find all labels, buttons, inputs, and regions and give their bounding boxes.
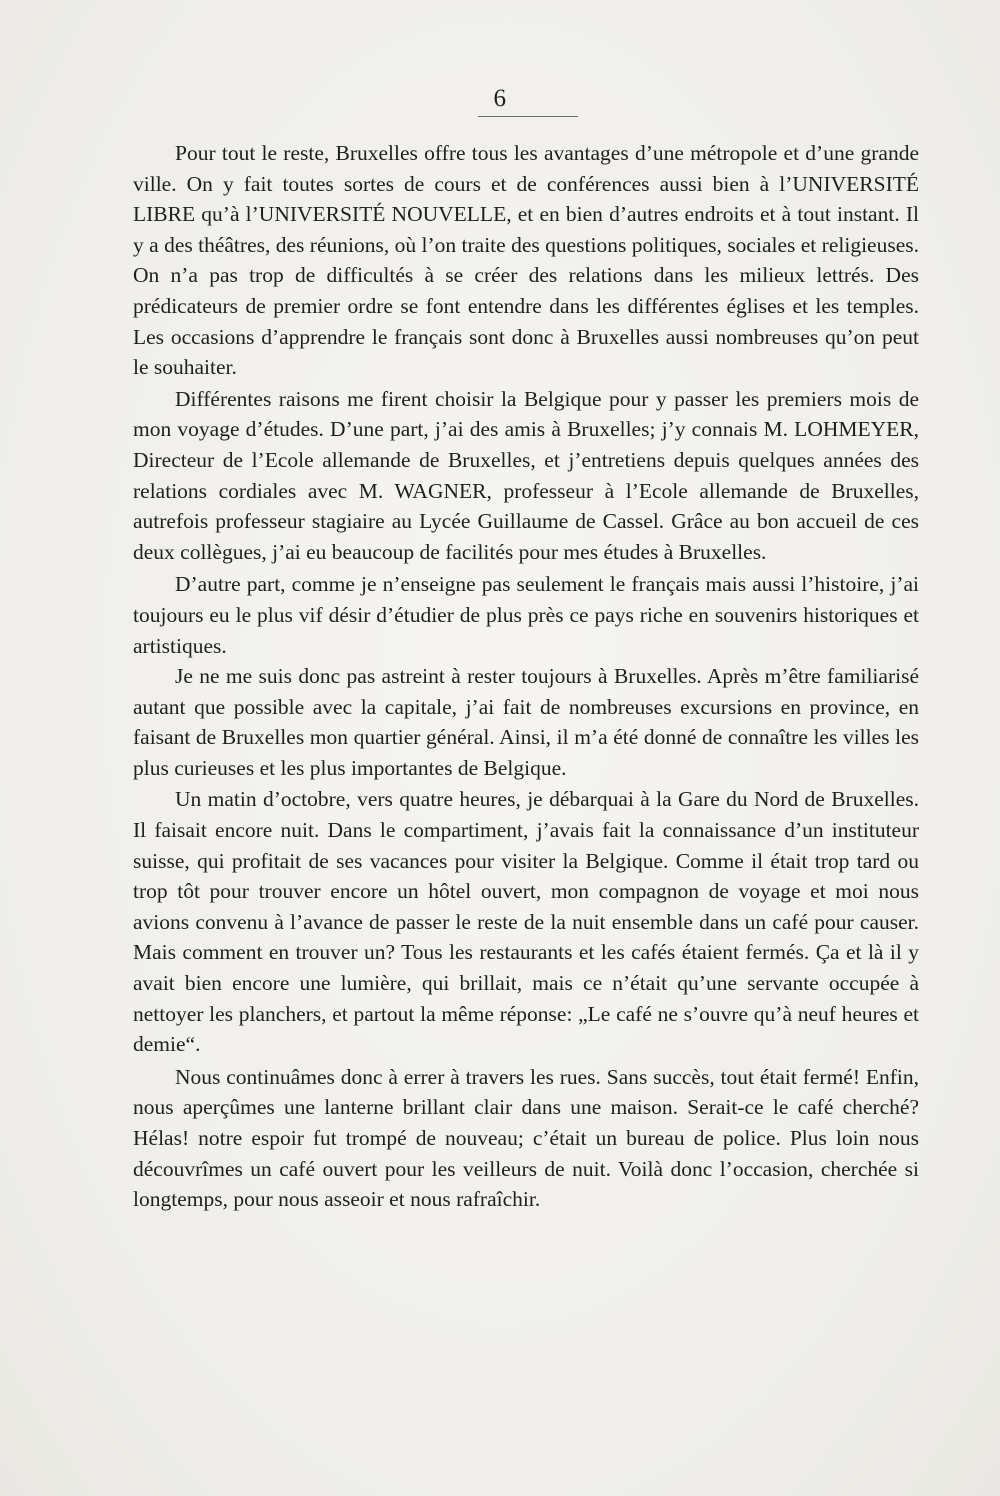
paragraph-3: D’autre part, comme je n’enseigne pas seulement le français mais aussi l’histoire, j’ai toujours eu le plus vif désir d’étudier de plus près ce pays riche en souvenirs historiques et artistiques.	[133, 572, 919, 658]
paragraph-4: Je ne me suis donc pas astreint à rester toujours à Bruxelles. Après m’être familiarisé autant que possible avec la capitale, j’ai fait de nombreuses excursions en province, en faisant de Bruxelles mon quartier général. Ainsi, il m’a été donné de connaître les villes les plus curieuses et les plus importantes de Belgique.	[133, 664, 919, 780]
paragraph-6: Nous continuâmes donc à errer à travers les rues. Sans succès, tout était fermé! Enfin, nous aperçûmes une lanterne brillant clair dans une maison. Serait-ce le café cherché? Hélas! notre espoir fut trompé de nouveau; c’était un bureau de police. Plus loin nous découvrîmes un café ouvert pour les veilleurs de nuit. Voilà donc l’occasion, cherchée si longtemps, pour nous asseoir et nous rafraîchir.	[133, 1064, 919, 1212]
paragraph-5: Un matin d’octobre, vers quatre heures, je débarquai à la Gare du Nord de Bruxelles. Il faisait encore nuit. Dans le compartiment, j’avais fait la connaissance d’un instituteur suisse, qui profitait de ses vacances pour visiter la Belgique. Comme il était trop tard ou trop tôt pour trouver encore un hôtel ouvert, mon compagnon de voyage et moi nous avions convenu à l’avance de passer le reste de la nuit ensemble dans un café pour causer. Mais comment en trouver un? Tous les restaurants et les cafés étaient fermés. Ça et là il y avait bien encore une lumière, qui brillait, mais ce n’était qu’une servante occupée à nettoyer les planchers, et partout la même réponse: „Le café ne s’ouvre qu’à neuf heures et demie“.	[133, 787, 919, 1057]
paragraph-1: Pour tout le reste, Bruxelles offre tous les avantages d’une métropole et d’une grande ville. On y fait toutes sortes de cours et de conférences aussi bien à l’UNIVERSITÉ LIBRE qu’à l’UNIVERSITÉ NOUVELLE, et en bien d’autres endroits et à tout instant. Il y a des théâtres, des réunions, où l’on traite des questions politiques, sociales et religieuses. On n’a pas trop de difficultés à se créer des relations dans les milieux lettrés. Des prédicateurs de premier ordre se font entendre dans les différentes églises et les temples. Les occasions d’apprendre le français sont donc à Bruxelles aussi nombreuses qu’on peut le souhaiter.	[133, 141, 919, 380]
paragraph-2: Différentes raisons me firent choisir la Belgique pour y passer les premiers mois de mon voyage d’études. D’une part, j’ai des amis à Bruxelles; j’y connais M. LOHMEYER, Directeur de l’Ecole allemande de Bruxelles, et j’entretiens depuis quelques années des relations cordiales avec M. WAGNER, professeur à l’Ecole allemande de Bruxelles, autrefois professeur stagiaire au Lycée Guillaume de Cassel. Grâce au bon accueil de ces deux collègues, j’ai eu beaucoup de facilités pour mes études à Bruxelles.	[133, 386, 919, 564]
body-text	[133, 138, 919, 1215]
page-number-rule	[478, 116, 578, 117]
page-number: 6	[493, 85, 507, 112]
